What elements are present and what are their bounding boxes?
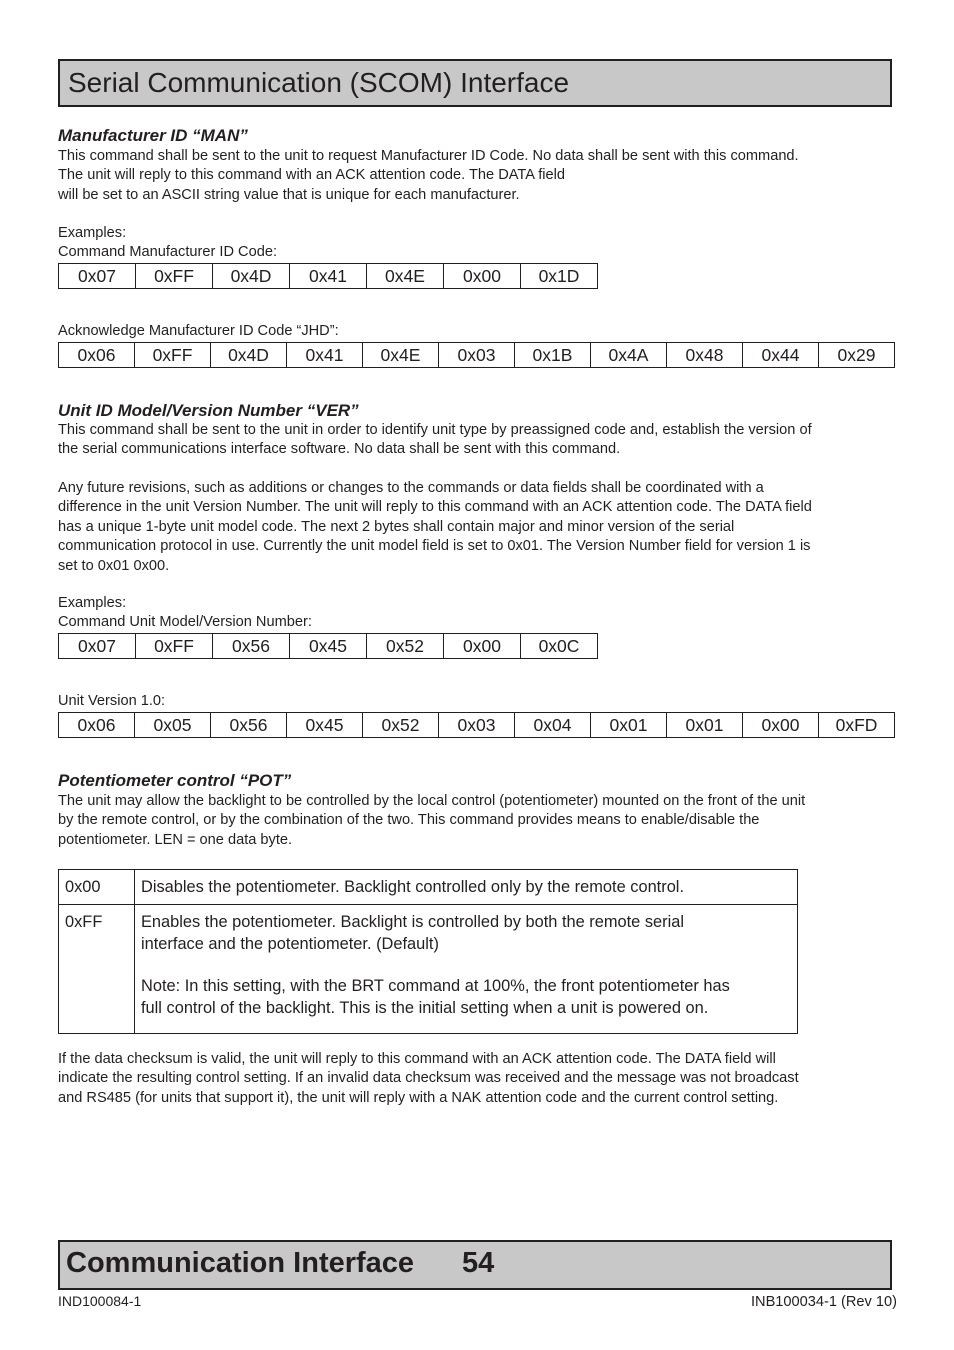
text-line: has a unique 1-byte unit model code. The next 2 bytes shall contain major and minor version of the serial xyxy=(58,518,735,535)
text-line: Disables the potentiometer. Backlight controlled only by the remote control. xyxy=(141,878,685,896)
table-row xyxy=(59,905,798,1034)
byte-cell: 0x4E xyxy=(363,343,439,368)
setting-description xyxy=(135,870,798,905)
ver-description xyxy=(58,421,898,460)
byte-cell: 0x04 xyxy=(515,713,591,738)
text-line: If the data checksum is valid, the unit will reply to this command with an ACK attention code. The DATA field will xyxy=(58,1051,776,1067)
text-line: will be set to an ASCII string value that is unique for each manufacturer. xyxy=(58,186,520,203)
man-description xyxy=(58,147,898,205)
byte-cell: 0x4D xyxy=(211,343,287,368)
doc-id-left: IND100084-1 xyxy=(58,1293,142,1309)
byte-cell: 0x1B xyxy=(515,343,591,368)
byte-cell: 0x41 xyxy=(290,264,367,289)
page-footer xyxy=(58,1240,892,1290)
byte-cell: 0x03 xyxy=(439,713,515,738)
text-line: The unit may allow the backlight to be controlled by the local control (potentiometer) mounted on the front of the unit xyxy=(58,793,806,809)
ver-version-label: Unit Version 1.0: xyxy=(58,693,166,709)
setting-code: 0xFF xyxy=(59,905,135,1034)
byte-cell: 0x4A xyxy=(591,343,667,368)
byte-cell: 0x4E xyxy=(367,264,444,289)
byte-cell: 0x00 xyxy=(444,634,521,659)
byte-cell: 0x4D xyxy=(213,264,290,289)
text-line: by the remote control, or by the combination of the two. This command provides means to enable/disable the xyxy=(58,812,760,829)
byte-cell: 0x00 xyxy=(743,713,819,738)
text-line: Note: In this setting, with the BRT command at 100%, the front potentiometer has xyxy=(141,977,730,995)
pot-settings-table xyxy=(58,869,798,1034)
byte-cell: 0xFF xyxy=(135,343,211,368)
man-examples-label: Examples: xyxy=(58,225,127,241)
byte-cell: 0xFF xyxy=(136,264,213,289)
page-title: Serial Communication (SCOM) Interface xyxy=(68,67,570,98)
byte-cell: 0x52 xyxy=(363,713,439,738)
byte-cell: 0x06 xyxy=(59,343,135,368)
pot-after-description xyxy=(58,1050,898,1108)
ver-command-bytes xyxy=(58,633,598,659)
text-line: the serial communications interface software. No data shall be sent with this command. xyxy=(58,441,621,458)
man-ack-label: Acknowledge Manufacturer ID Code “JHD”: xyxy=(58,323,339,339)
table-row xyxy=(59,870,798,905)
text-line: This command shall be sent to the unit to request Manufacturer ID Code. No data shall be sent with this command. xyxy=(58,148,799,164)
text-line: potentiometer. LEN = one data byte. xyxy=(58,831,293,848)
page-header xyxy=(58,59,892,107)
text-line: interface and the potentiometer. (Default) xyxy=(141,935,439,953)
byte-cell: 0x1D xyxy=(521,264,598,289)
ver-version-bytes xyxy=(58,712,895,738)
text-line: set to 0x01 0x00. xyxy=(58,557,170,574)
text-line: indicate the resulting control setting. If an invalid data checksum was received and the message was not broadcast xyxy=(58,1070,799,1087)
byte-cell: 0x06 xyxy=(59,713,135,738)
ver-command-label: Command Unit Model/Version Number: xyxy=(58,614,312,630)
text-line: communication protocol in use. Currently the unit model field is set to 0x01. The Version Number field for version 1 is xyxy=(58,538,811,555)
text-line: and RS485 (for units that support it), the unit will reply with a NAK attention code and the current control setting. xyxy=(58,1089,779,1106)
byte-cell: 0x0C xyxy=(521,634,598,659)
byte-cell: 0x01 xyxy=(667,713,743,738)
byte-cell: 0x44 xyxy=(743,343,819,368)
byte-cell: 0x07 xyxy=(59,634,136,659)
byte-cell: 0xFF xyxy=(136,634,213,659)
man-ack-bytes xyxy=(58,342,895,368)
byte-cell: 0x41 xyxy=(287,343,363,368)
byte-cell: 0x29 xyxy=(819,343,895,368)
byte-cell: 0x45 xyxy=(290,634,367,659)
text-line: difference in the unit Version Number. The unit will reply to this command with an ACK attention code. The DATA field xyxy=(58,499,812,516)
ver-heading: Unit ID Model/Version Number “VER” xyxy=(58,401,359,420)
byte-cell: 0x07 xyxy=(59,264,136,289)
doc-id-right: INB100034-1 (Rev 10) xyxy=(750,1294,897,1310)
man-command-label: Command Manufacturer ID Code: xyxy=(58,244,277,260)
byte-cell: 0x01 xyxy=(591,713,667,738)
text-line: Any future revisions, such as additions or changes to the commands or data fields shall be coordinated with a xyxy=(58,480,764,496)
byte-cell: 0x00 xyxy=(444,264,521,289)
byte-cell: 0x03 xyxy=(439,343,515,368)
text-line: full control of the backlight. This is the initial setting when a unit is powered on. xyxy=(141,999,709,1017)
byte-cell: 0x45 xyxy=(287,713,363,738)
text-line: This command shall be sent to the unit in order to identify unit type by preassigned code and, establish the version of xyxy=(58,422,812,438)
pot-heading: Potentiometer control “POT” xyxy=(58,771,292,790)
text-line: The unit will reply to this command with an ACK attention code. The DATA field xyxy=(58,167,565,184)
setting-code: 0x00 xyxy=(59,870,135,905)
page-number: 54 xyxy=(462,1247,495,1279)
text-line: Enables the potentiometer. Backlight is controlled by both the remote serial xyxy=(141,913,685,931)
byte-cell: 0x05 xyxy=(135,713,211,738)
byte-cell: 0xFD xyxy=(819,713,895,738)
byte-cell: 0x56 xyxy=(211,713,287,738)
byte-cell: 0x52 xyxy=(367,634,444,659)
footer-title: Communication Interface xyxy=(66,1247,415,1279)
ver-examples-label: Examples: xyxy=(58,595,127,611)
pot-description xyxy=(58,792,898,850)
byte-cell: 0x56 xyxy=(213,634,290,659)
byte-cell: 0x48 xyxy=(667,343,743,368)
ver-revisions-description xyxy=(58,479,898,576)
man-heading: Manufacturer ID “MAN” xyxy=(58,126,248,145)
setting-description xyxy=(135,905,798,1034)
man-command-bytes xyxy=(58,263,598,289)
